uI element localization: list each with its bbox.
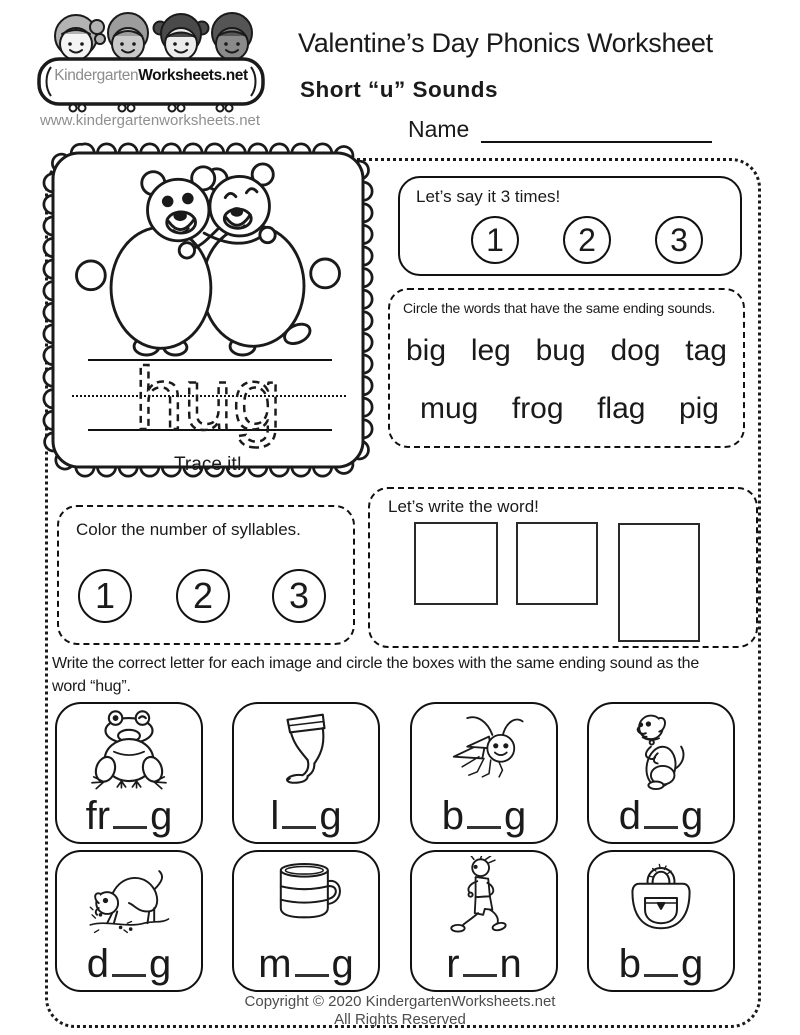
brand-black-part: Worksheets.net [138,67,248,84]
card-dog[interactable] [587,702,735,844]
card-bag-prefix: b [618,942,641,986]
card-dig[interactable] [55,850,203,992]
card-leg[interactable] [232,702,380,844]
say-it-title: Let’s say it 3 times! [416,187,561,206]
syllable-count-1[interactable] [78,569,132,623]
card-dig-suffix: g [149,942,172,986]
leg-illustration [234,707,378,793]
trace-word-outline[interactable] [106,306,310,466]
card-leg-prefix: l [270,794,280,838]
card-leg-suffix: g [319,794,342,838]
bottom-instruction-line2: word “hug”. [52,678,131,695]
say-count-1[interactable] [471,216,519,264]
card-bag-label [589,944,733,984]
card-leg-label [234,796,378,836]
card-frog[interactable] [55,702,203,844]
card-mug-suffix: g [331,942,354,986]
letter-box-1[interactable] [414,522,498,605]
say-count-1-label: 1 [486,222,504,258]
card-mug-prefix: m [258,942,292,986]
card-mug[interactable] [232,850,380,992]
word-row-1 [406,334,727,368]
syllable-count-2[interactable] [176,569,230,623]
card-frog-label [57,796,201,836]
card-dig-prefix: d [86,942,109,986]
bag-illustration [589,855,733,941]
syllable-count-3[interactable] [272,569,326,623]
word-big[interactable]: big [406,334,447,367]
word-row-2 [420,392,719,426]
name-label: Name [408,116,470,142]
card-frog-blank[interactable] [113,826,147,829]
name-write-line[interactable] [481,141,712,143]
trace-caption: Trace it! [174,454,242,475]
card-dog-prefix: d [618,794,641,838]
copyright-line: Copyright © 2020 KindergartenWorksheets.net [244,993,556,1010]
trace-card [36,136,380,484]
runner-illustration [412,855,556,941]
syllable-3-label: 3 [288,575,310,616]
card-bag-suffix: g [681,942,704,986]
card-run-prefix: r [446,942,460,986]
card-bug-suffix: g [504,794,527,838]
trace-word-text: hug [134,349,282,448]
card-bag-blank[interactable] [644,974,678,977]
word-frog[interactable]: frog [511,392,564,425]
card-run[interactable] [410,850,558,992]
card-dog-suffix: g [681,794,704,838]
say-count-3-label: 3 [670,222,688,258]
write-word-title: Let’s write the word! [388,497,539,516]
word-leg[interactable]: leg [470,334,511,367]
letter-box-3[interactable] [618,523,700,642]
frog-illustration [57,707,201,793]
word-bug[interactable]: bug [535,334,586,367]
say-count-2-label: 2 [578,222,596,258]
card-bug-label [412,796,556,836]
say-it-box [398,176,742,276]
page-subtitle: Short “u” Sounds [300,77,498,102]
card-dig-blank[interactable] [112,974,146,977]
card-dig-label [57,944,201,984]
word-pig[interactable]: pig [678,392,719,425]
mug-illustration [234,855,378,941]
word-dog[interactable]: dog [610,334,661,367]
card-dog-blank[interactable] [644,826,678,829]
dog-begging-illustration [589,707,733,793]
bottom-instruction-line1: Write the correct letter for each image and circle the boxes with the same ending sound as the [52,655,700,672]
card-bag[interactable] [587,850,735,992]
bug-illustration [412,707,556,793]
syllables-box [57,505,355,645]
card-mug-blank[interactable] [295,974,329,977]
brand-wordmark [40,67,262,85]
syllables-title: Color the number of syllables. [76,520,301,539]
word-mug[interactable]: mug [420,392,479,425]
circle-words-title: Circle the words that have the same ending sounds. [403,300,716,316]
card-mug-label [234,944,378,984]
word-tag[interactable]: tag [685,334,727,367]
letter-box-2[interactable] [516,522,598,605]
syllable-2-label: 2 [192,575,214,616]
card-run-suffix: n [499,942,522,986]
circle-words-box [388,288,745,448]
card-leg-blank[interactable] [282,826,316,829]
syllable-1-label: 1 [94,575,116,616]
card-frog-prefix: fr [85,794,111,838]
word-flag[interactable]: flag [597,392,646,425]
card-bug[interactable] [410,702,558,844]
page-title: Valentine’s Day Phonics Worksheet [298,28,713,58]
site-url: www.kindergartenworksheets.net [39,112,261,129]
card-run-label [412,944,556,984]
write-word-box [368,487,758,648]
brand-gray-part: Kindergarten [54,67,139,84]
dog-digging-illustration [57,855,201,941]
card-run-blank[interactable] [463,974,497,977]
say-count-2[interactable] [563,216,611,264]
rights-line: All Rights Reserved [334,1011,466,1028]
kids-logo-icon [36,6,266,116]
say-count-3[interactable] [655,216,703,264]
card-frog-suffix: g [150,794,173,838]
card-bug-blank[interactable] [467,826,501,829]
card-dog-label [589,796,733,836]
card-bug-prefix: b [441,794,464,838]
